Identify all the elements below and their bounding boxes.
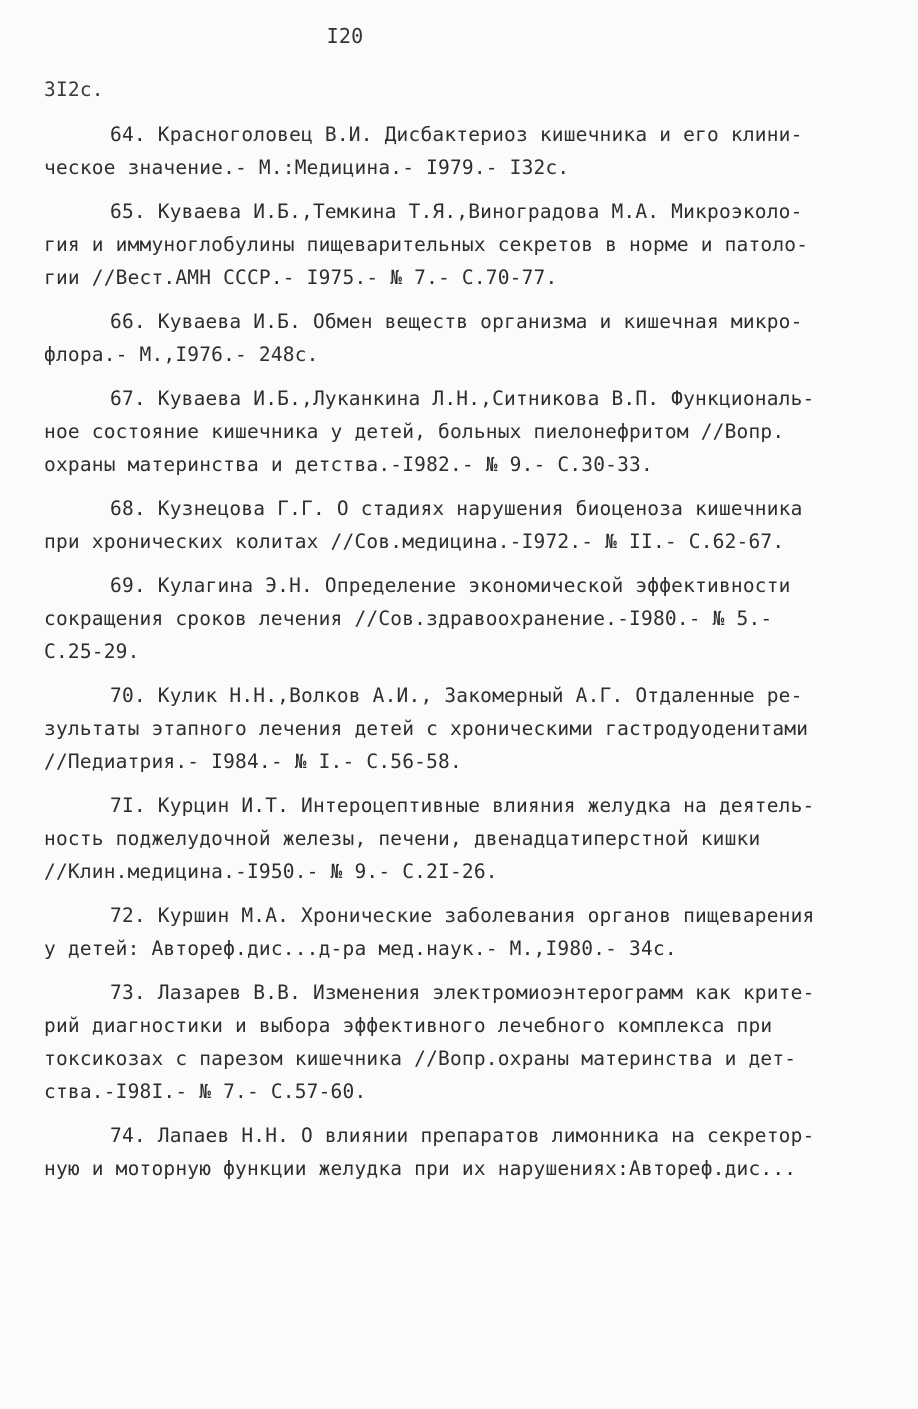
entry-line: охраны материнства и детства.-I982.- № 9.- С.30-33. bbox=[44, 453, 653, 476]
entry-line: рий диагностики и выбора эффективного лечебного комплекса при bbox=[44, 1014, 773, 1037]
entry-line: токсикозах с парезом кишечника //Вопр.охраны материнства и дет- bbox=[44, 1047, 797, 1070]
entry-line: у детей: Автореф.дис...д-ра мед.наук.- М.,I980.- 34с. bbox=[44, 937, 677, 960]
entry-line: сокращения сроков лечения //Сов.здравоохранение.-I980.- № 5.- bbox=[44, 607, 773, 630]
entry-line: 70. Кулик Н.Н.,Волков А.И., Закомерный А.Г. Отдаленные ре- bbox=[110, 684, 803, 707]
entry-line: ческое значение.- М.:Медицина.- I979.- I32с. bbox=[44, 156, 570, 179]
entry-line: 74. Лапаев Н.Н. О влиянии препаратов лимонника на секретор- bbox=[110, 1124, 815, 1147]
entry-line: //Клин.медицина.-I950.- № 9.- С.2I-26. bbox=[44, 860, 498, 883]
entry-line: ное состояние кишечника у детей, больных пиелонефритом //Вопр. bbox=[44, 420, 785, 443]
entry-line: //Педиатрия.- I984.- № I.- С.56-58. bbox=[44, 750, 462, 773]
entry-line: С.25-29. bbox=[44, 640, 140, 663]
entry-line: гия и иммуноглобулины пищеварительных секретов в норме и патоло- bbox=[44, 233, 809, 256]
entry-line: 67. Куваева И.Б.,Луканкина Л.Н.,Ситникова В.П. Функциональ- bbox=[110, 387, 815, 410]
entry-line: 73. Лазарев В.В. Изменения электромиоэнтерограмм как крите- bbox=[110, 981, 815, 1004]
bibliography-entry bbox=[44, 195, 874, 294]
bibliography-entry bbox=[44, 118, 874, 184]
entry-line: 7I. Курцин И.Т. Интероцептивные влияния желудка на деятель- bbox=[110, 794, 815, 817]
entry-line: 66. Куваева И.Б. Обмен веществ организма и кишечная микро- bbox=[110, 310, 803, 333]
entry-line: ную и моторную функции желудка при их нарушениях:Автореф.дис... bbox=[44, 1157, 797, 1180]
entry-line: 65. Куваева И.Б.,Темкина Т.Я.,Виноградова М.А. Микроэколо- bbox=[110, 200, 803, 223]
carryover-text: 3I2с. bbox=[44, 78, 104, 101]
entry-line: при хронических колитах //Сов.медицина.-I972.- № II.- С.62-67. bbox=[44, 530, 785, 553]
entry-line: 69. Кулагина Э.Н. Определение экономической эффективности bbox=[110, 574, 791, 597]
bibliography-entry bbox=[44, 679, 874, 778]
bibliography-entry bbox=[44, 569, 874, 668]
entry-line: гии //Вест.АМН СССР.- I975.- № 7.- С.70-77. bbox=[44, 266, 558, 289]
bibliography-entry bbox=[44, 976, 874, 1108]
bibliography-entry bbox=[44, 305, 874, 371]
bibliography-entry bbox=[44, 899, 874, 965]
entry-line: 68. Кузнецова Г.Г. О стадиях нарушения биоценоза кишечника bbox=[110, 497, 803, 520]
entry-line: ства.-I98I.- № 7.- С.57-60. bbox=[44, 1080, 367, 1103]
bibliography-entry bbox=[44, 382, 874, 481]
bibliography-entry bbox=[44, 789, 874, 888]
entry-line: ность поджелудочной железы, печени, двенадцатиперстной кишки bbox=[44, 827, 761, 850]
bibliography-list bbox=[44, 118, 874, 1196]
bibliography-entry bbox=[44, 492, 874, 558]
entry-line: зультаты этапного лечения детей с хроническими гастродуоденитами bbox=[44, 717, 809, 740]
page-number: I20 bbox=[326, 24, 364, 48]
entry-line: флора.- М.,I976.- 248с. bbox=[44, 343, 319, 366]
bibliography-entry bbox=[44, 1119, 874, 1185]
entry-line: 72. Куршин М.А. Хронические заболевания органов пищеварения bbox=[110, 904, 815, 927]
entry-line: 64. Красноголовец В.И. Дисбактериоз кишечника и его клини- bbox=[110, 123, 803, 146]
